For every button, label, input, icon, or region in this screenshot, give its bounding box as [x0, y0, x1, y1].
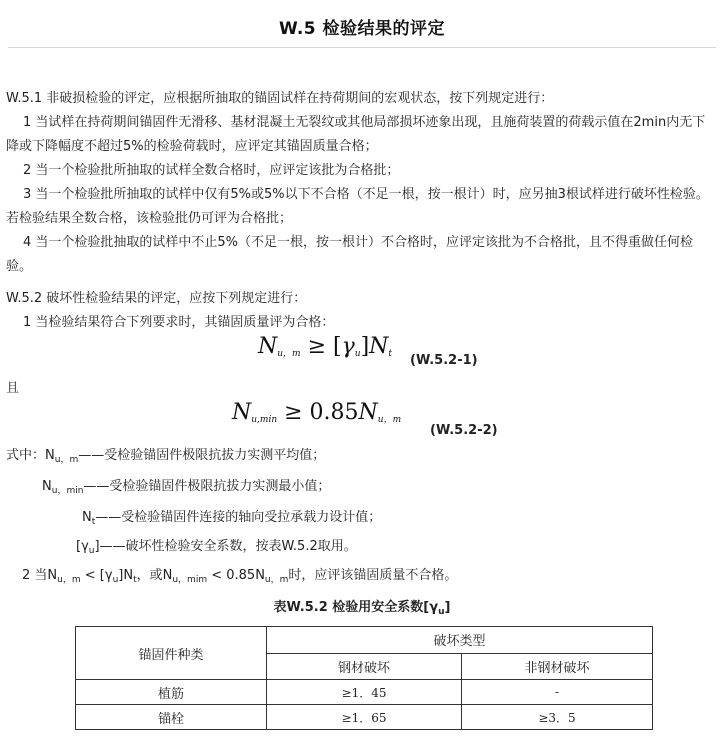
definition-gamma-u: $[\gamma_u]——$破坏性检验安全系数，按表W.5.2取用。 — [76, 539, 357, 556]
cell-anchor-type: 锚栓 — [76, 705, 267, 730]
definition-nu-m: 式中：$N_{u,m}——$受检验锚固件极限抗拔力实测平均值； — [6, 448, 326, 465]
table-header-row — [76, 627, 653, 654]
table-row — [76, 705, 653, 730]
equation-w52-2: $N_{u,min} \ge 0.85N_{u,m}$ — [232, 400, 402, 425]
where-label: 式中： — [6, 448, 46, 463]
cell-nonsteel-value: ≥3．5 — [462, 705, 653, 730]
cell-steel-value: ≥1．65 — [267, 705, 462, 730]
w52-item-1: 1 当检验结果符合下列要求时，其锚固质量评为合格： — [23, 315, 335, 330]
header-anchor-type: 锚固件种类 — [76, 627, 267, 680]
section-w52-heading: W.5.2 破坏性检验结果的评定，应按下列规定进行： — [6, 291, 307, 306]
title-divider — [8, 47, 716, 48]
header-failure-type: 破坏类型 — [267, 627, 653, 654]
cell-nonsteel-value: - — [462, 680, 653, 705]
equation-w52-2-number: (W.5.2-2) — [430, 423, 498, 438]
page-title: W.5 检验结果的评定 — [278, 19, 446, 39]
w51-item-2: 2 当一个检验批所抽取的试样全数合格时，应评定该批为合格批； — [23, 163, 400, 178]
header-nonsteel-failure: 非钢材破坏 — [462, 653, 653, 680]
w52-item-2: 2 当$N_{u,m} < [\gamma_u]N_t$，或$N_{u,mim} < 0.85N_{u,m}$时，应评该锚固质量不合格。 — [22, 568, 458, 585]
equation-w52-1-number: (W.5.2-1) — [410, 353, 478, 368]
definition-nt: $N_t——$受检验锚固件连接的轴向受拉承载力设计值； — [82, 510, 382, 527]
w51-item-3: 3 当一个检验批所抽取的试样中仅有5%或5%以下不合格（不足一根，按一根计）时，应另抽3根试样进行破坏性检验。若检验结果全数合格，该检验批仍可评为合格批； — [6, 187, 709, 226]
table-row — [76, 680, 653, 705]
cell-anchor-type: 植筋 — [76, 680, 267, 705]
header-steel-failure: 钢材破坏 — [267, 653, 462, 680]
section-w51-heading: W.5.1 非破损检验的评定，应根据所抽取的锚固试样在持荷期间的宏观状态，按下列规定进行： — [6, 91, 554, 106]
table-caption: 表W.5.2 检验用安全系数$[\gamma_u]$ — [273, 600, 451, 617]
w51-item-4: 4 当一个检验批抽取的试样中不止5%（不足一根，按一根计）不合格时，应评定该批为不合格批，且不得重做任何检验。 — [6, 235, 694, 274]
equation-w52-1: $N_{u,m} \ge [\gamma_u]N_t$ — [258, 334, 393, 359]
and-text: 且 — [6, 381, 20, 396]
safety-factor-table — [75, 626, 653, 730]
cell-steel-value: ≥1．45 — [267, 680, 462, 705]
definition-nu-min: $N_{u,min}——$受检验锚固件极限抗拔力实测最小值； — [42, 479, 331, 496]
w51-item-1: 1 当试样在持荷期间锚固件无滑移、基材混凝土无裂纹或其他局部损坏迹象出现，且施荷装置的荷载示值在2min内无下降或下降幅度不超过5%的检验荷载时，应评定其锚固质量合格； — [6, 115, 706, 154]
